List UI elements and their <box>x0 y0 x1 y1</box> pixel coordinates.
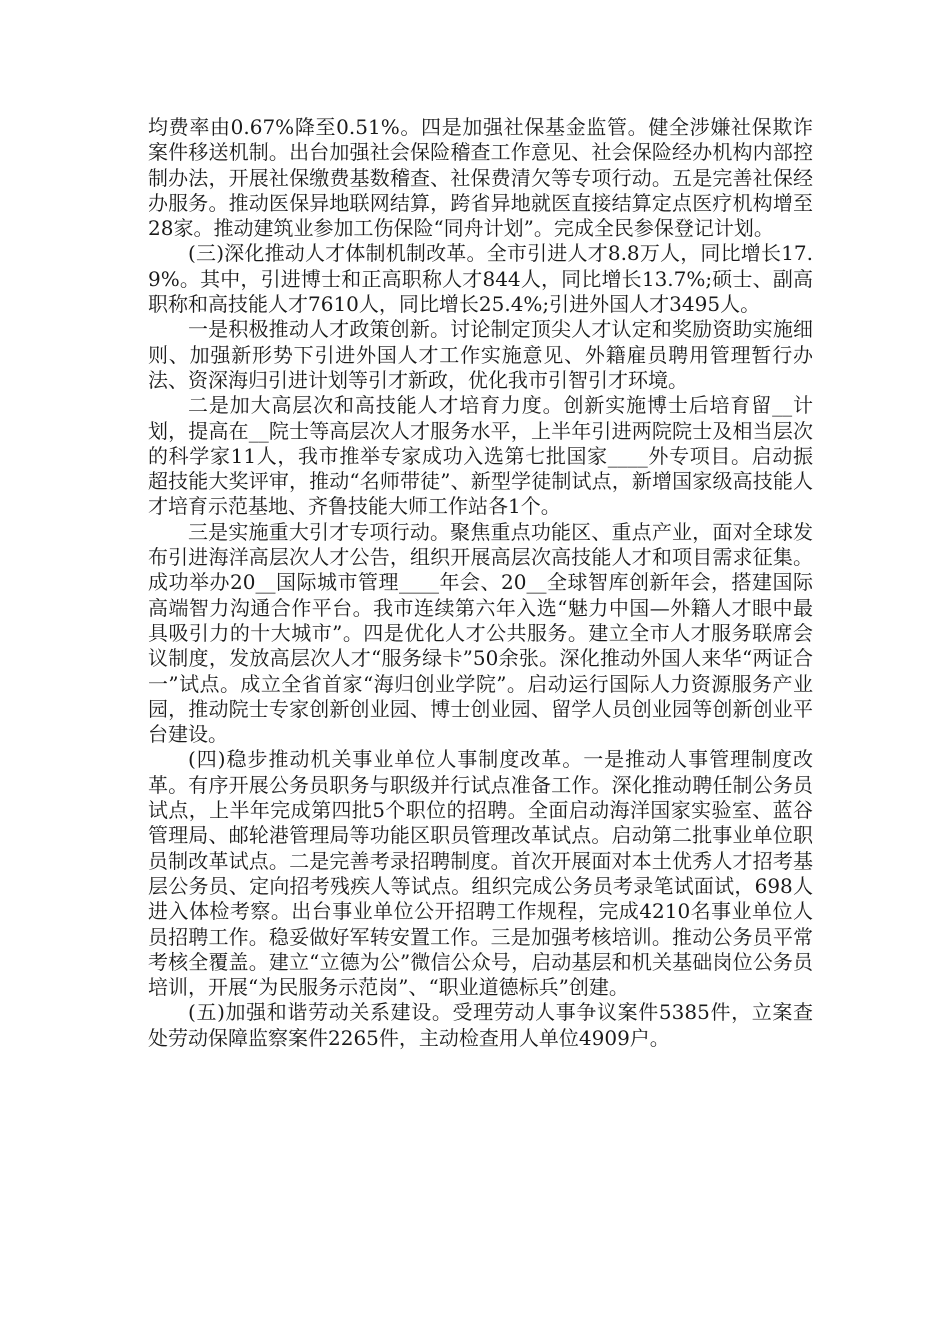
paragraph-7: (五)加强和谐劳动关系建设。受理劳动人事争议案件5385件，立案查处劳动保障监察案件2265件，主动检查用人单位4909户。 <box>148 1000 813 1050</box>
paragraph-5: 三是实施重大引才专项行动。聚焦重点功能区、重点产业，面对全球发布引进海洋高层次人才公告，组织开展高层次高技能人才和项目需求征集。成功举办20__国际城市管理____年会、20__全球智库创新年会，搭建国际高端智力沟通合作平台。我市连续第六年入选“魅力中国—外籍人才眼中最具吸引力的十大城市”。四是优化人才公共服务。建立全市人才服务联席会议制度，发放高层次人才“服务绿卡”50余张。深化推动外国人来华“两证合一”试点。成立全省首家“海归创业学院”。启动运行国际人力资源服务产业园，推动院士专家创新创业园、博士创业园、留学人员创业园等创新创业平台建设。 <box>148 519 813 747</box>
paragraph-2: (三)深化推动人才体制机制改革。全市引进人才8.8万人，同比增长17.9%。其中，引进博士和正高职称人才844人，同比增长13.7%;硕士、副高职称和高技能人才7610人，同比增长25.4%;引进外国人才3495人。 <box>148 241 813 317</box>
paragraph-4: 二是加大高层次和高技能人才培育力度。创新实施博士后培育留__计划，提高在__院士等高层次人才服务水平，上半年引进两院院士及相当层次的科学家11人，我市推举专家成功入选第七批国家____外专项目。启动振超技能大奖评审，推动“名师带徒”、新型学徒制试点，新增国家级高技能人才培育示范基地、齐鲁技能大师工作站各1个。 <box>148 393 813 519</box>
paragraph-3: 一是积极推动人才政策创新。讨论制定顶尖人才认定和奖励资助实施细则、加强新形势下引进外国人才工作实施意见、外籍雇员聘用管理暂行办法、资深海归引进计划等引才新政，优化我市引智引才环境。 <box>148 317 813 392</box>
document-body <box>148 115 813 1051</box>
paragraph-6: (四)稳步推动机关事业单位人事制度改革。一是推动人事管理制度改革。有序开展公务员职务与职级并行试点准备工作。深化推动聘任制公务员试点，上半年完成第四批5个职位的招聘。全面启动海洋国家实验室、蓝谷管理局、邮轮港管理局等功能区职员管理改革试点。启动第二批事业单位职员制改革试点。二是完善考录招聘制度。首次开展面对本土优秀人才招考基层公务员、定向招考残疾人等试点。组织完成公务员考录笔试面试，698人进入体检考察。出台事业单位公开招聘工作规程，完成4210名事业单位人员招聘工作。稳妥做好军转安置工作。三是加强考核培训。推动公务员平常考核全覆盖。建立“立德为公”微信公众号，启动基层和机关基础岗位公务员培训，开展“为民服务示范岗”、“职业道德标兵”创建。 <box>148 747 813 1000</box>
paragraph-1: 均费率由0.67%降至0.51%。四是加强社保基金监管。健全涉嫌社保欺诈案件移送机制。出台加强社会保险稽查工作意见、社会保险经办机构内部控制办法，开展社保缴费基数稽查、社保费清欠等专项行动。五是完善社保经办服务。推动医保异地联网结算，跨省异地就医直接结算定点医疗机构增至28家。推动建筑业参加工伤保险“同舟计划”。完成全民参保登记计划。 <box>148 115 813 241</box>
